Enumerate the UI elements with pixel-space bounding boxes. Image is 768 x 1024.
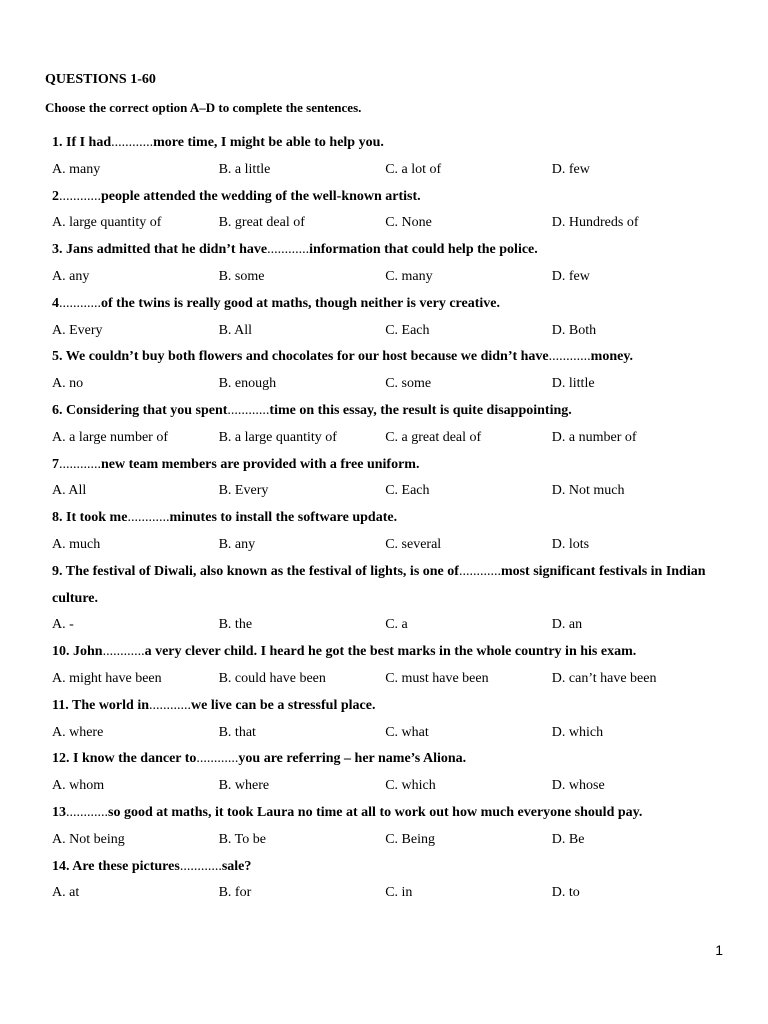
answer-option: A. no [52,376,84,392]
question-text: of the twins is really good at maths, though neither is very creative. [101,295,500,311]
answer-option: D. lots [551,536,590,552]
answer-option: B. great deal of [218,215,305,231]
question-text: sale? [221,858,252,874]
answer-blank: ............ [127,510,170,526]
answer-option: A. whom [52,778,105,794]
answer-option: B. Every [218,483,269,499]
answer-option: A. much [52,536,101,552]
answer-blank: ............ [111,135,154,150]
page-number: 1 [715,942,723,958]
question-text: 3. Jans admitted that he didn’t have [52,242,268,258]
question-text: so good at maths, it took Laura no time at all to work out how much everyone should pay. [108,804,643,820]
answer-options [52,827,732,854]
question-stem [52,800,732,827]
question-text: 1. If I had [52,135,112,150]
answer-option: A. a large number of [52,429,168,445]
answer-blank: ............ [149,697,191,713]
question-stem [52,505,732,532]
answer-option: D. Both [551,322,597,338]
answer-option: B. a large quantity of [218,429,337,445]
answer-option: A. might have been [52,670,162,686]
answer-option: B. that [218,724,256,740]
question-text: 8. It took me [52,510,128,526]
answer-options [52,478,732,505]
answer-blank: ............ [548,349,591,365]
answer-option: D. whose [551,778,605,794]
section-title: QUESTIONS 1-60 [45,72,156,87]
answer-options [52,720,732,747]
answer-option: D. Not much [551,483,625,499]
answer-options [52,532,732,559]
answer-option: C. None [385,215,432,231]
question-item [52,854,732,908]
question-text: time on this essay, the result is quite disappointing. [269,402,572,418]
question-text: 6. Considering that you spent [52,402,228,418]
question-text: most significant festivals in Indian culture. [52,563,706,606]
answer-option: B. any [218,536,256,552]
answer-option: D. Hundreds of [551,215,639,231]
question-item [52,344,732,398]
answer-option: C. a lot of [385,161,442,177]
answer-options [52,264,732,291]
answer-blank: ............ [66,804,108,820]
question-item [52,693,732,747]
answer-option: D. Be [551,831,585,847]
question-stem [52,452,732,479]
question-text: information that could help the police. [309,242,538,258]
question-item [52,800,732,854]
answer-option: C. many [385,268,433,284]
answer-options [52,773,732,800]
answer-option: C. must have been [385,670,489,686]
answer-option: C. several [385,536,442,552]
answer-option: B. All [218,322,253,338]
answer-option: B. the [218,617,253,633]
answer-option: B. To be [218,831,266,847]
answer-option: A. All [52,483,87,499]
question-item [52,505,732,559]
answer-option: A. many [52,161,101,177]
answer-blank: ............ [59,188,101,204]
question-item [52,237,732,291]
answer-blank: ............ [59,295,101,311]
answer-option: B. for [218,885,252,901]
instructions: Choose the correct option A–D to complete the sentences. [45,100,362,115]
answer-option: A. large quantity of [52,215,162,231]
question-item [52,639,732,693]
question-text: 4 [52,295,59,311]
answer-option: A. where [52,724,104,740]
answer-option: A. Every [52,322,103,338]
answer-option: B. where [218,778,270,794]
question-stem [52,639,732,666]
answer-option: B. enough [218,376,277,392]
question-stem [52,559,732,613]
question-text: 12. I know the dancer to [52,751,197,767]
question-stem [52,746,732,773]
answer-option: D. few [551,268,590,284]
question-text: new team members are provided with a free uniform. [101,456,420,472]
question-stem [52,237,732,264]
question-item [52,184,732,238]
question-stem [52,854,732,881]
answer-option: C. some [385,376,432,392]
answer-options [52,880,732,907]
answer-blank: ............ [179,858,222,874]
answer-option: C. what [385,724,429,740]
answer-option: B. could have been [218,670,326,686]
answer-blank: ............ [102,644,145,660]
answer-option: D. to [551,885,580,901]
answer-option: D. an [551,617,583,633]
question-text: 2 [52,188,59,204]
question-text: 5. We couldn’t buy both flowers and chocolates for our host because we didn’t have [52,349,549,365]
answer-option: C. a [385,617,408,633]
question-item [52,559,732,639]
answer-options [52,157,732,184]
answer-option: A. Not being [52,831,125,847]
question-stem [52,291,732,318]
answer-option: D. few [551,161,590,177]
answer-option: C. Each [385,322,430,338]
answer-blank: ............ [227,402,270,418]
question-item [52,746,732,800]
question-stem [52,398,732,425]
answer-option: C. in [385,885,413,901]
answer-options [52,210,732,237]
question-text: 11. The world in [52,697,149,713]
answer-option: C. Being [385,831,435,847]
answer-option: D. which [551,724,604,740]
answer-option: D. a number of [551,429,637,445]
question-text: minutes to install the software update. [169,510,398,526]
question-stem [52,693,732,720]
question-item [52,130,732,184]
question-text: you are referring – her name’s Aliona. [238,751,467,767]
answer-options [52,612,732,639]
question-stem [52,184,732,211]
answer-option: C. a great deal of [385,429,482,445]
question-text: we live can be a stressful place. [191,697,376,713]
answer-option: B. a little [218,161,271,177]
question-list [52,130,732,907]
answer-option: C. Each [385,483,430,499]
question-stem [52,344,732,371]
question-stem [52,130,732,157]
question-text: 13 [52,804,66,820]
question-item [52,398,732,452]
answer-options [52,371,732,398]
answer-option: A. - [52,617,74,633]
answer-blank: ............ [458,563,501,579]
answer-blank: ............ [196,751,239,767]
question-text: people attended the wedding of the well-known artist. [101,188,421,204]
answer-blank: ............ [267,242,310,258]
answer-option: A. at [52,885,80,901]
question-item [52,291,732,345]
question-item [52,452,732,506]
question-text: money. [590,349,634,365]
question-text: 7 [52,456,59,472]
question-text: 14. Are these pictures [52,858,180,874]
answer-options [52,318,732,345]
answer-option: C. which [385,778,436,794]
question-text: 9. The festival of Diwali, also known as the festival of lights, is one of [52,563,459,579]
answer-options [52,425,732,452]
answer-option: A. any [52,268,90,284]
question-text: 10. John [52,644,103,660]
answer-option: D. can’t have been [551,670,657,686]
answer-blank: ............ [59,456,101,472]
answer-options [52,666,732,693]
answer-option: B. some [218,268,265,284]
question-text: a very clever child. I heard he got the best marks in the whole country in his exam. [144,644,637,660]
answer-option: D. little [551,376,595,392]
question-text: more time, I might be able to help you. [153,135,384,150]
